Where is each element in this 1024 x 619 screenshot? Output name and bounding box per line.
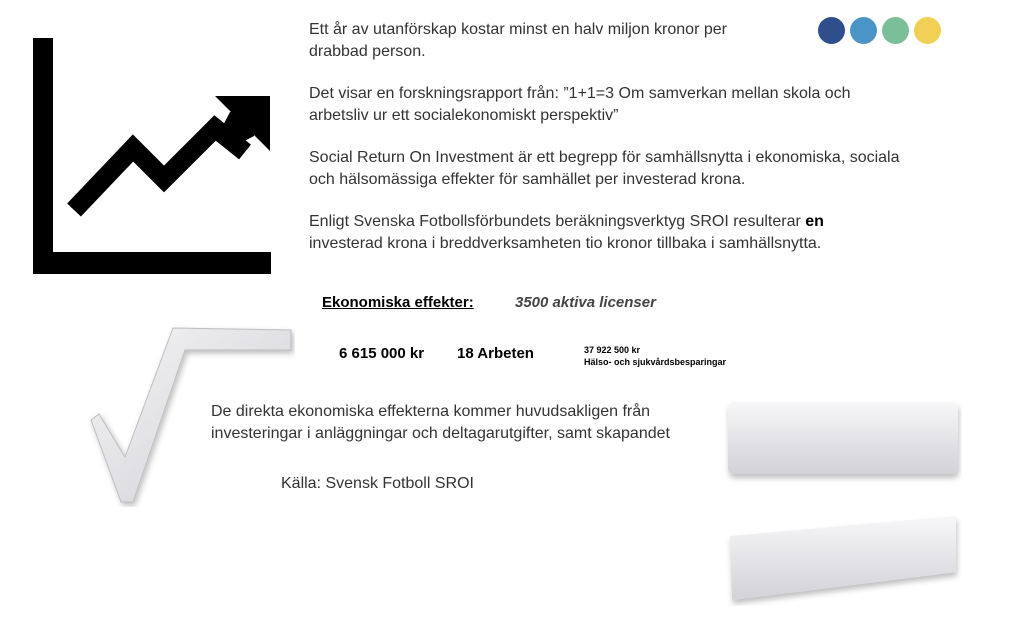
intro-paragraph-2: Det visar en forskningsrapport från: ”1+1=3 Om samverkan mellan skola och arbetsliv ur ett socialekonomiskt perspektiv” <box>309 85 851 124</box>
effects-heading: Ekonomiska effekter: <box>322 294 474 311</box>
intro-paragraph-1: Ett år av utanförskap kostar minst en halv miljon kronor per drabbad person. <box>309 21 727 60</box>
direct-effects-text: De direkta ekonomiska effekterna kommer huvudsakligen från investeringar i anläggningar och deltagarutgifter, samt skapandet <box>211 403 670 442</box>
health-label-clip <box>584 356 784 367</box>
intro-paragraph-4 <box>309 211 899 255</box>
equals-symbol <box>722 396 962 606</box>
color-dot-4 <box>914 17 941 44</box>
economic-amount: 6 615 000 kr <box>339 345 425 362</box>
health-label: Hälso- och sjukvårdsbesparingar <box>584 357 727 367</box>
color-dot-1 <box>818 17 845 44</box>
intro-paragraph-3: Social Return On Investment är ett begrepp för samhällsnytta i ekonomiska, sociala och hälsomässiga effekter för samhället per investerad krona. <box>309 149 900 188</box>
color-dot-3 <box>882 17 909 44</box>
jobs-count: 18 Arbeten <box>457 345 534 362</box>
trending-up-chart-icon <box>30 36 274 276</box>
health-amount: 37 922 500 kr <box>584 345 641 355</box>
source-text: Källa: Svensk Fotboll SROI <box>281 475 474 492</box>
licenses-count: 3500 aktiva licenser <box>515 294 656 311</box>
intro-paragraph-4-text: Enligt Svenska Fotbollsförbundets beräkningsverktyg SROI resulterar <box>309 213 806 230</box>
intro-paragraph-4-bold: en <box>805 213 824 230</box>
intro-paragraph-4-rest: investerad krona i breddverksamheten tio kronor tillbaka i samhällsnytta. <box>309 235 822 252</box>
color-dot-2 <box>850 17 877 44</box>
